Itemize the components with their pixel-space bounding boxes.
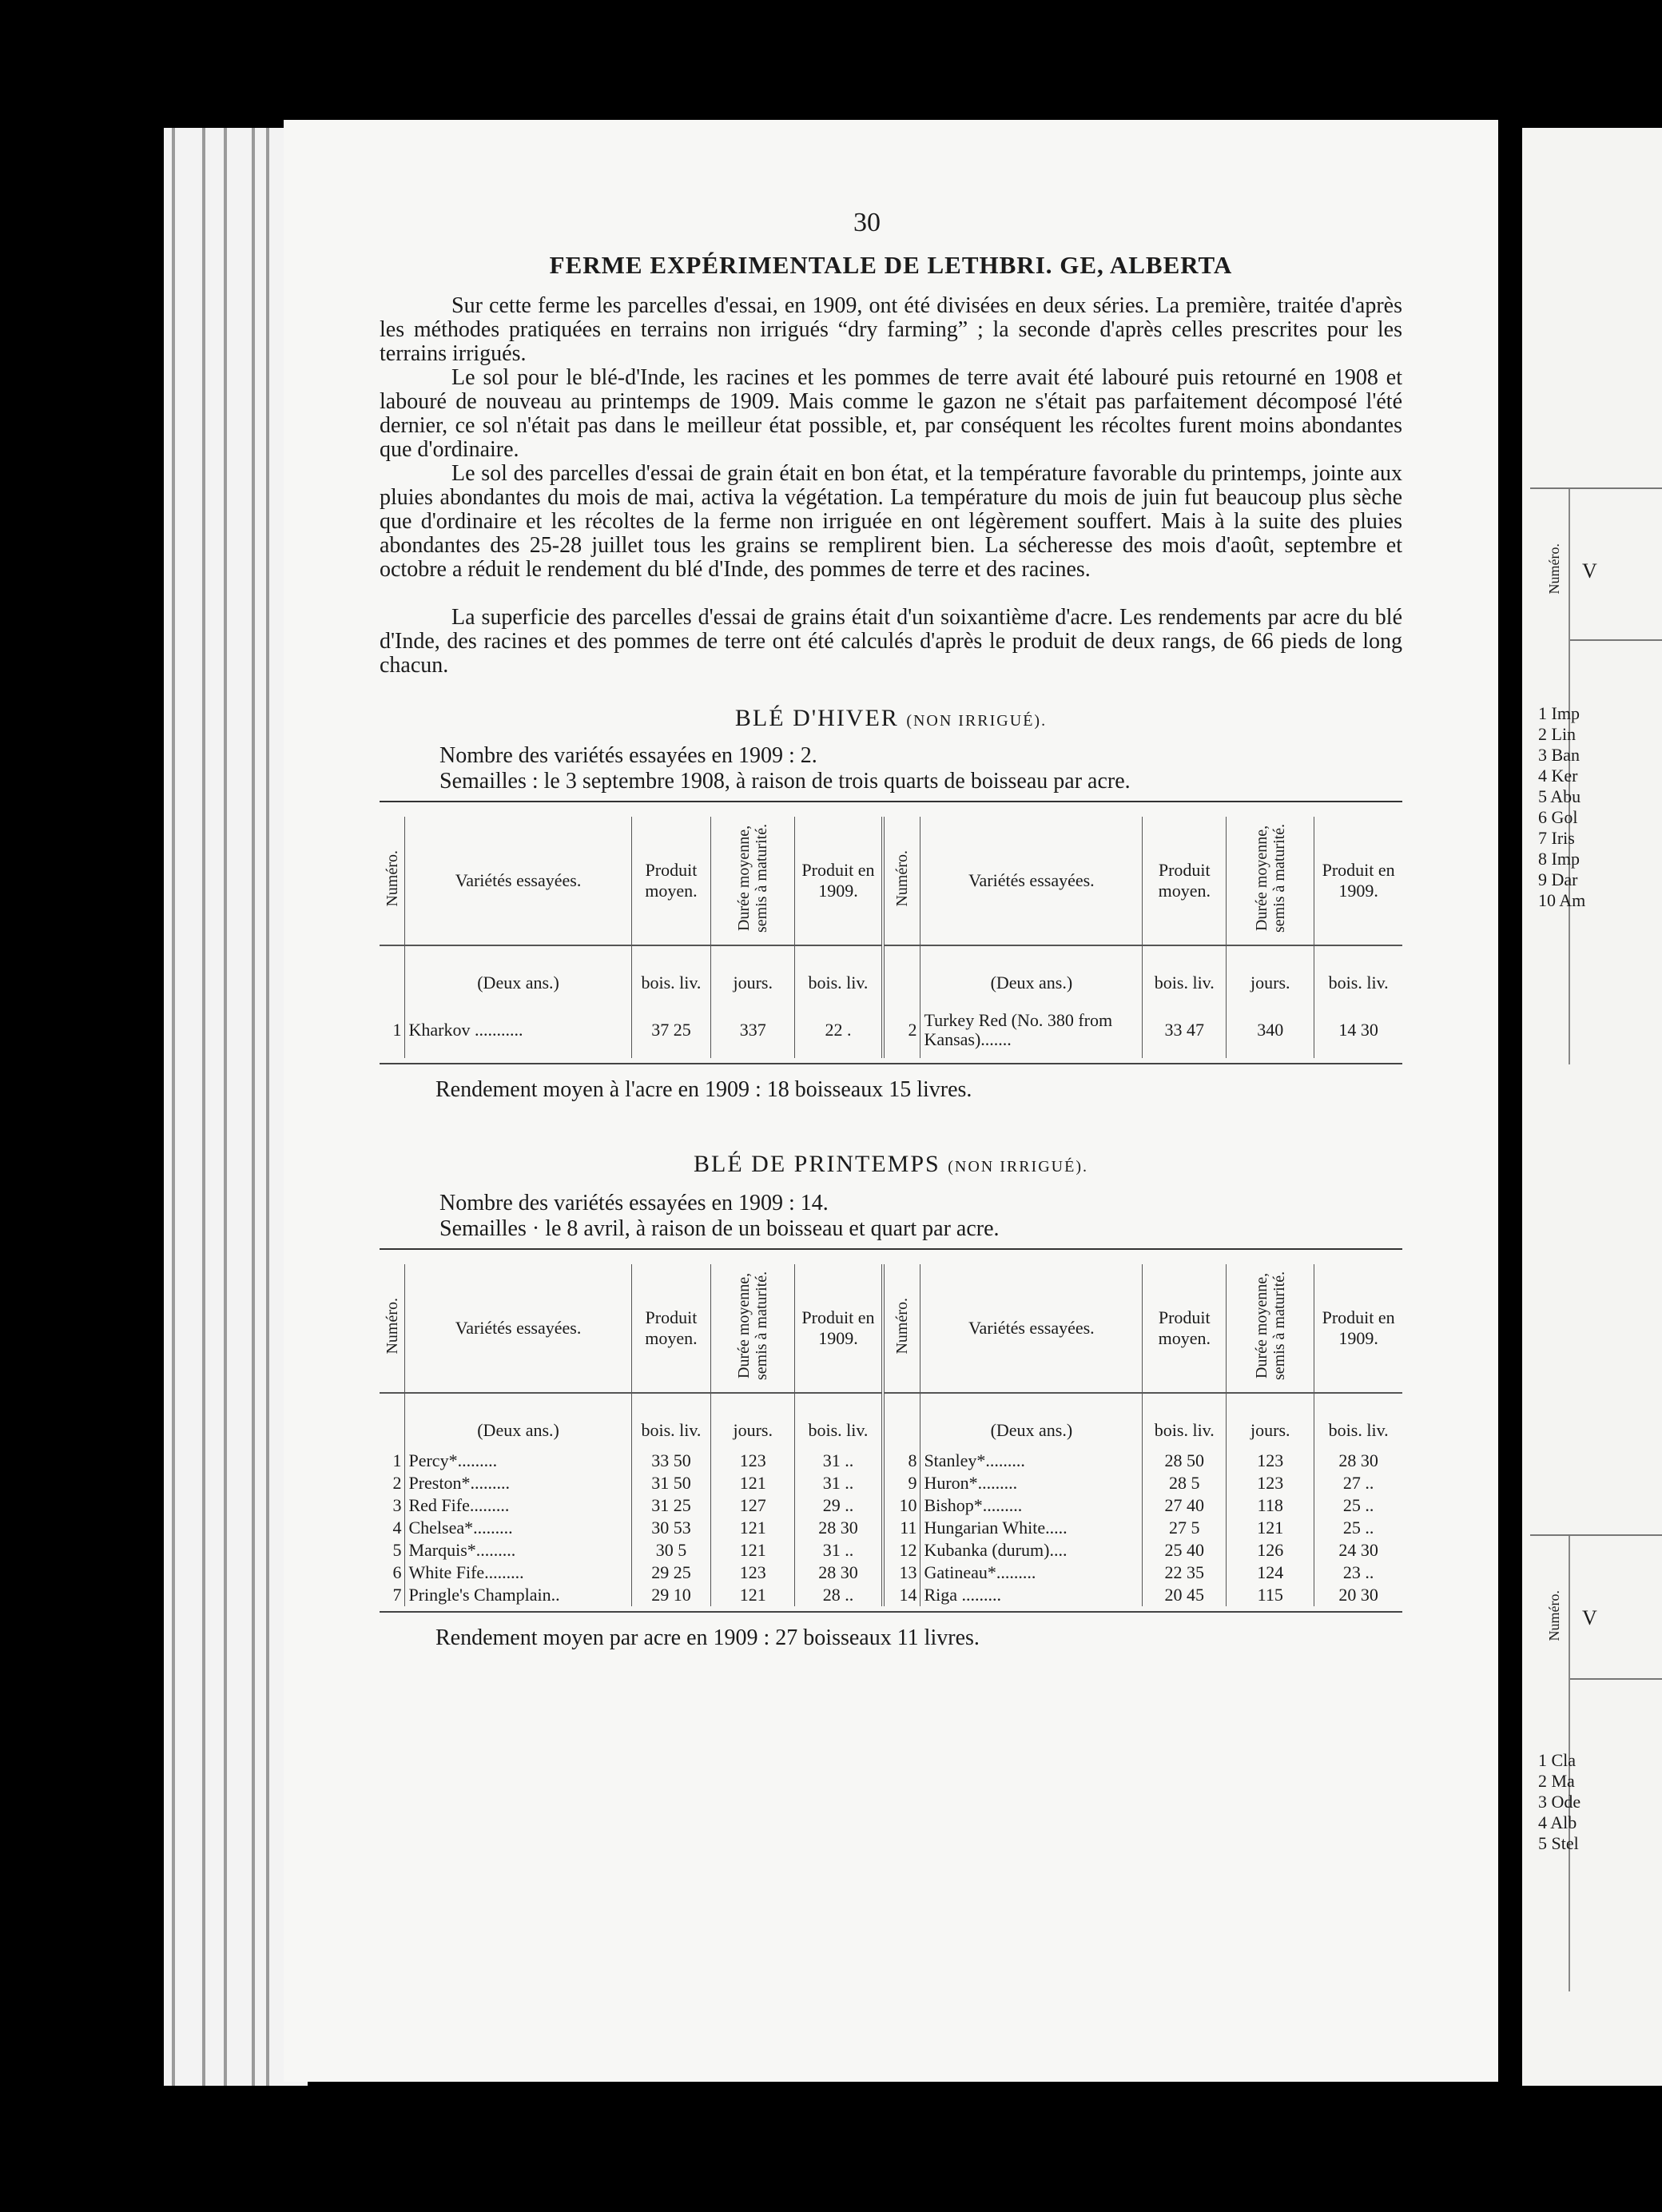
col-duree: Durée moyenne, semis à maturité.	[1227, 817, 1314, 945]
table-row	[380, 1584, 1402, 1606]
cell-num: 4	[392, 1518, 402, 1538]
cell-avg: 30 5	[631, 1539, 711, 1562]
cell-name: Kubanka (durum)....	[920, 1539, 1143, 1562]
cell-num: 8	[883, 1450, 920, 1472]
cell-num: 2	[392, 1473, 402, 1493]
table-row	[380, 1472, 1402, 1494]
col-varietes: Variétés essayées.	[405, 817, 631, 945]
cell-num: 9	[883, 1472, 920, 1494]
divider	[380, 1611, 1402, 1613]
cell-name: White Fife.........	[405, 1562, 631, 1584]
facing-list-item: 1 Imp	[1538, 703, 1580, 723]
cell-y1909: 31 ..	[795, 1450, 883, 1472]
cell-avg: 25 40	[1143, 1539, 1227, 1562]
cell-days: 121	[1227, 1517, 1314, 1539]
col-produit-moyen: Produit moyen.	[1143, 1264, 1227, 1393]
cell-num: 7	[392, 1585, 402, 1605]
cell-days: 123	[711, 1562, 795, 1584]
cell-name: Chelsea*.........	[405, 1517, 631, 1539]
paragraph-4: La superficie des parcelles d'essai de grains était d'un soixantième d'acre. Les rendements par acre du blé d'Inde, des racines et des pommes de terre ont été calculés d'après le produit de deux rangs, de 66 pieds de long chacun.	[380, 605, 1402, 678]
cell-avg: 31 50	[631, 1472, 711, 1494]
cell-days: 121	[711, 1584, 795, 1606]
cell-y1909: 28 30	[795, 1562, 883, 1584]
table-row	[380, 1539, 1402, 1562]
facing-list-item: 3 Ban	[1538, 745, 1580, 765]
facing-list-item: 6 Gol	[1538, 807, 1578, 827]
cell-y1909: 20 30	[1314, 1584, 1402, 1606]
page-number: 30	[853, 208, 881, 237]
winter-summary: Rendement moyen à l'acre en 1909 : 18 boisseaux 15 livres.	[435, 1077, 972, 1102]
cell-avg: 31 25	[631, 1494, 711, 1517]
facing-list-item: 8 Imp	[1538, 849, 1580, 869]
cell-num: 13	[883, 1562, 920, 1584]
cell-y1909: 29 ..	[795, 1494, 883, 1517]
facing-list-item: 2 Lin	[1538, 724, 1577, 744]
paragraph-3: Le sol des parcelles d'essai de grain était en bon état, et la température favorable du printemps, jointe aux pluies abondantes du mois de mai, activa la végétation. La température du mois de juin fut beaucoup plus sèche que d'ordinaire et les récoltes de la ferme non irriguée en ont légèrement souffert. Mais à la suite des pluies abondantes des 25-28 juillet tous les grains se remplirent bien. La sécheresse des mois d'août, septembre et octobre a réduit le rendement du blé d'Inde, des pommes de terre et des racines.	[380, 461, 1402, 582]
cell-y1909: 31 ..	[795, 1539, 883, 1562]
col-produit-1909: Produit en 1909.	[795, 817, 883, 945]
facing-page-fragment	[1522, 128, 1662, 2086]
spring-count: Nombre des variétés essayées en 1909 : 14.	[439, 1191, 829, 1215]
facing-list-b	[1538, 1750, 1580, 1854]
facing-numero: Numéro.	[1546, 543, 1562, 595]
cell-days: 123	[1227, 1472, 1314, 1494]
facing-col-header: V	[1582, 559, 1597, 583]
col-produit-1909: Produit en 1909.	[1314, 817, 1402, 945]
spring-summary: Rendement moyen par acre en 1909 : 27 boisseaux 11 livres.	[435, 1625, 980, 1650]
facing-list-item: 9 Dar	[1538, 869, 1578, 889]
table-row	[380, 1517, 1402, 1539]
cell-days: 126	[1227, 1539, 1314, 1562]
table-subheader-row: (Deux ans.) bois. liv. jours. bois. liv. (Deux ans.) bois. liv. jours. bois. liv.	[380, 1393, 1402, 1450]
col-produit-moyen: Produit moyen.	[1143, 817, 1227, 945]
cell-days: 127	[711, 1494, 795, 1517]
cell-num: 1	[392, 1450, 402, 1470]
divider	[380, 801, 1402, 802]
cell-num: 11	[883, 1517, 920, 1539]
cell-num: 3	[392, 1495, 402, 1515]
col-numero: Numéro.	[380, 817, 405, 945]
cell-name: Marquis*.........	[405, 1539, 631, 1562]
col-varietes: Variétés essayées.	[920, 1264, 1143, 1393]
cell-name: Pringle's Champlain..	[405, 1584, 631, 1606]
cell-num: 12	[883, 1539, 920, 1562]
cell-days: 118	[1227, 1494, 1314, 1517]
cell-avg: 28 5	[1143, 1472, 1227, 1494]
col-numero: Numéro.	[883, 1264, 920, 1393]
cell-days: 124	[1227, 1562, 1314, 1584]
table-row	[380, 1562, 1402, 1584]
cell-avg: 30 53	[631, 1517, 711, 1539]
table-subheader-row: (Deux ans.) bois. liv. jours. bois. liv. (Deux ans.) bois. liv. jours. bois. liv.	[380, 945, 1402, 1002]
cell-days: 123	[1227, 1450, 1314, 1472]
col-varietes: Variétés essayées.	[920, 817, 1143, 945]
cell-avg: 20 45	[1143, 1584, 1227, 1606]
facing-list-item: 7 Iris	[1538, 828, 1575, 848]
cell-y1909: 28 30	[795, 1517, 883, 1539]
cell-name: Red Fife.........	[405, 1494, 631, 1517]
table-row: 1 Kharkov ........... 37 25 337 22 . 2 Turkey Red (No. 380 from Kansas)....... 33 47 340 14 30	[380, 1002, 1402, 1058]
facing-list-a	[1538, 703, 1585, 911]
facing-list-item: 1 Cla	[1538, 1750, 1577, 1770]
cell-name: Huron*.........	[920, 1472, 1143, 1494]
cell-name: Hungarian White.....	[920, 1517, 1143, 1539]
cell-days: 123	[711, 1450, 795, 1472]
cell-name: Gatineau*.........	[920, 1562, 1143, 1584]
cell-y1909: 28 30	[1314, 1450, 1402, 1472]
col-numero: Numéro.	[380, 1264, 405, 1393]
col-duree: Durée moyenne, semis à maturité.	[1227, 1264, 1314, 1393]
cell-y1909: 25 ..	[1314, 1517, 1402, 1539]
paragraph-2: Le sol pour le blé-d'Inde, les racines et les pommes de terre avait été labouré puis retourné en 1908 et labouré de nouveau au printemps de 1909. Mais comme le gazon ne s'était pas parfaitement décomposé l'été dernier, ce sol n'était pas dans le meilleur état possible, et, par conséquent les récoltes furent moins abondantes que d'ordinaire.	[380, 365, 1402, 462]
col-produit-1909: Produit en 1909.	[795, 1264, 883, 1393]
col-produit-moyen: Produit moyen.	[631, 817, 711, 945]
cell-avg: 33 50	[631, 1450, 711, 1472]
facing-col-header: V	[1582, 1606, 1597, 1629]
paragraph-1: Sur cette ferme les parcelles d'essai, en 1909, ont été divisées en deux séries. La première, traitée d'après les méthodes pratiquées en terrains non irrigués “dry farming” ; la seconde d'après celles prescrites pour les terrains irrigués.	[380, 293, 1402, 366]
divider	[380, 1063, 1402, 1064]
winter-count: Nombre des variétés essayées en 1909 : 2.	[439, 743, 817, 768]
facing-list-item: 4 Alb	[1538, 1812, 1577, 1832]
table-row	[380, 1450, 1402, 1472]
facing-list-item: 3 Ode	[1538, 1792, 1581, 1812]
cell-num: 10	[883, 1494, 920, 1517]
col-duree: Durée moyenne, semis à maturité.	[711, 817, 795, 945]
facing-numero: Numéro.	[1546, 1590, 1562, 1641]
cell-y1909: 31 ..	[795, 1472, 883, 1494]
spring-section-title: BLÉ DE PRINTEMPS (NON IRRIGUÉ).	[694, 1151, 1088, 1177]
facing-list-item: 10 Am	[1538, 890, 1586, 910]
table-row	[380, 1494, 1402, 1517]
page-content	[380, 208, 1402, 1651]
cell-days: 121	[711, 1517, 795, 1539]
winter-seeding: Semailles : le 3 septembre 1908, à raison de trois quarts de boisseau par acre.	[439, 769, 1131, 794]
cell-name: Stanley*.........	[920, 1450, 1143, 1472]
spring-seeding: Semailles · le 8 avril, à raison de un boisseau et quart par acre.	[439, 1216, 1000, 1241]
col-varietes: Variétés essayées.	[405, 1264, 631, 1393]
facing-list-item: 5 Stel	[1538, 1833, 1579, 1853]
col-produit-moyen: Produit moyen.	[631, 1264, 711, 1393]
facing-list-item: 5 Abu	[1538, 786, 1581, 806]
cell-days: 121	[711, 1539, 795, 1562]
winter-section-title: BLÉ D'HIVER (NON IRRIGUÉ).	[734, 705, 1048, 731]
cell-days: 121	[711, 1472, 795, 1494]
cell-avg: 29 25	[631, 1562, 711, 1584]
cell-avg: 27 5	[1143, 1517, 1227, 1539]
cell-num: 6	[392, 1562, 402, 1582]
scanned-page	[284, 120, 1498, 2082]
cell-num: 5	[392, 1540, 402, 1560]
winter-wheat-table	[380, 817, 1402, 1058]
cell-avg: 29 10	[631, 1584, 711, 1606]
facing-list-item: 4 Ker	[1538, 766, 1578, 786]
cell-y1909: 24 30	[1314, 1539, 1402, 1562]
cell-y1909: 28 ..	[795, 1584, 883, 1606]
facing-list-item: 2 Ma	[1538, 1771, 1575, 1791]
page-header: FERME EXPÉRIMENTALE DE LETHBRI. GE, ALBERTA	[549, 251, 1233, 279]
cell-name: Preston*.........	[405, 1472, 631, 1494]
divider	[380, 1248, 1402, 1250]
intro-text	[380, 294, 1402, 678]
cell-y1909: 23 ..	[1314, 1562, 1402, 1584]
cell-name: Percy*.........	[405, 1450, 631, 1472]
cell-avg: 28 50	[1143, 1450, 1227, 1472]
spring-wheat-table	[380, 1264, 1402, 1606]
col-duree: Durée moyenne, semis à maturité.	[711, 1264, 795, 1393]
cell-name: Bishop*.........	[920, 1494, 1143, 1517]
col-produit-1909: Produit en 1909.	[1314, 1264, 1402, 1393]
cell-num: 14	[883, 1584, 920, 1606]
col-numero: Numéro.	[883, 817, 920, 945]
cell-avg: 27 40	[1143, 1494, 1227, 1517]
cell-y1909: 27 ..	[1314, 1472, 1402, 1494]
cell-days: 115	[1227, 1584, 1314, 1606]
cell-y1909: 25 ..	[1314, 1494, 1402, 1517]
cell-name: Riga .........	[920, 1584, 1143, 1606]
cell-avg: 22 35	[1143, 1562, 1227, 1584]
